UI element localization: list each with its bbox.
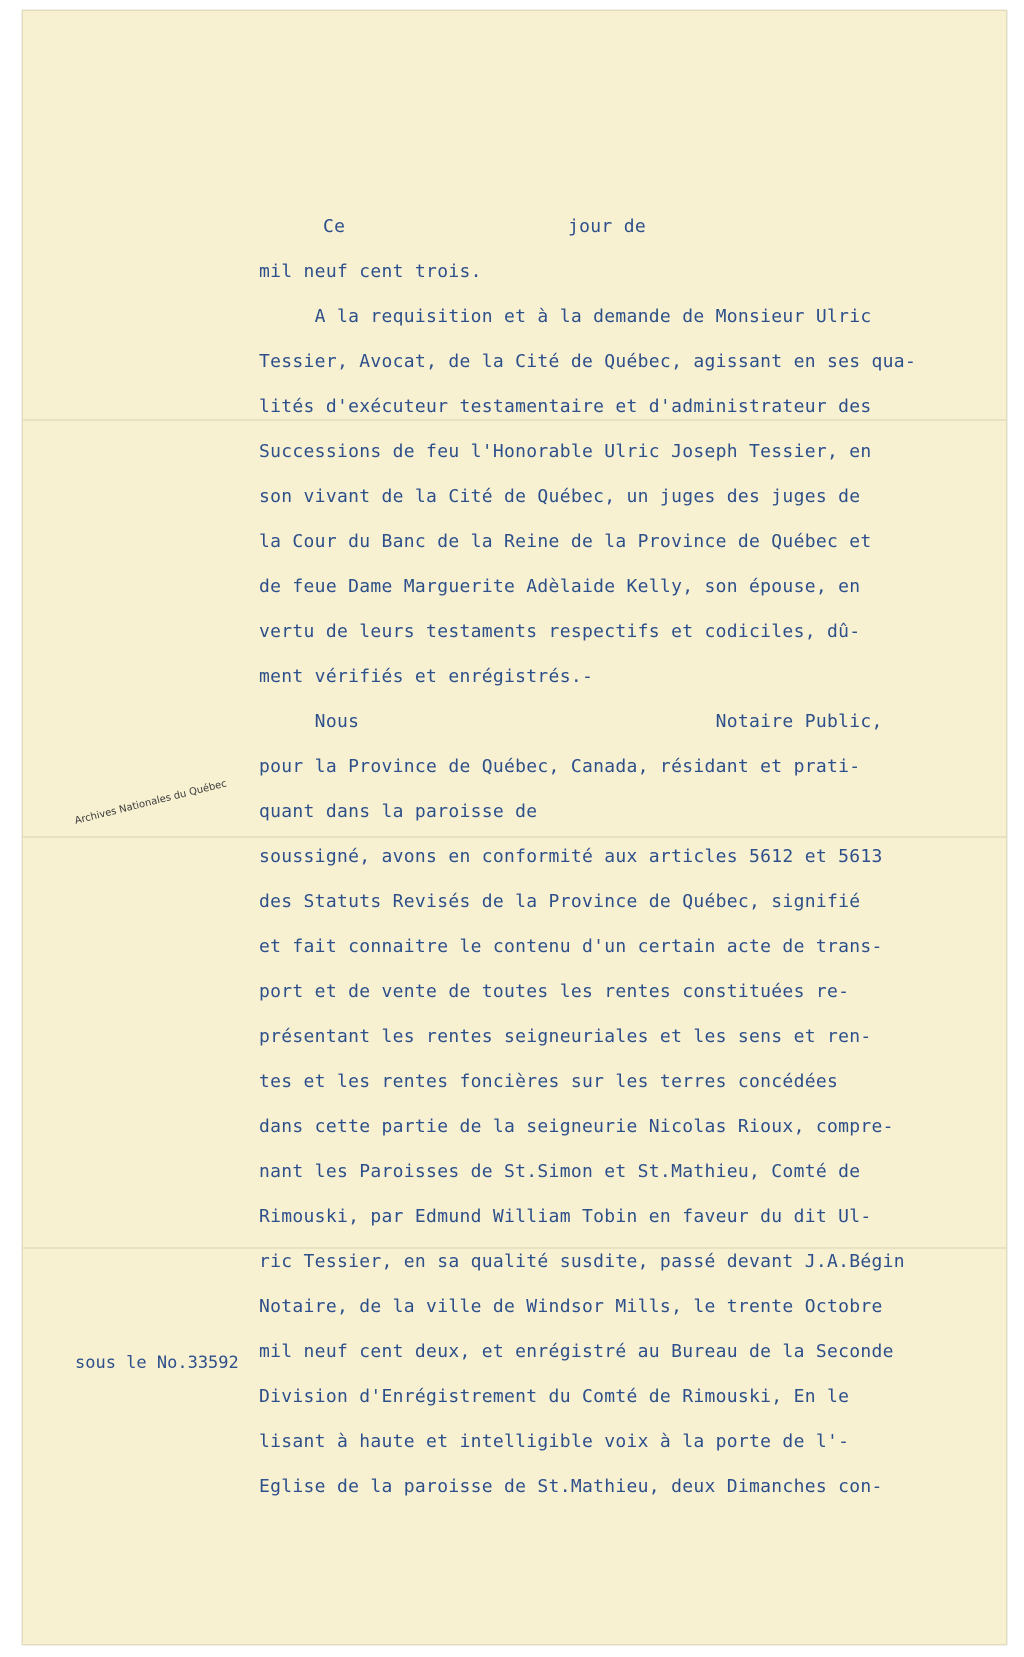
- text-line: de feue Dame Marguerite Adèlaide Kelly, son épouse, en: [259, 576, 861, 597]
- document-page: [22, 10, 1007, 1645]
- text-line: Eglise de la paroisse de St.Mathieu, deux Dimanches con-: [259, 1476, 883, 1497]
- text-line: Tessier, Avocat, de la Cité de Québec, agissant en ses qua-: [259, 351, 917, 372]
- text-line: ment vérifiés et enrégistrés.-: [259, 666, 594, 687]
- text-line: des Statuts Revisés de la Province de Québec, signifié: [259, 891, 861, 912]
- page-fold: [23, 1247, 1006, 1249]
- text-line: mil neuf cent deux, et enrégistré au Bureau de la Seconde: [259, 1341, 894, 1362]
- text-line: vertu de leurs testaments respectifs et codiciles, dû-: [259, 621, 861, 642]
- page-fold: [23, 419, 1006, 421]
- margin-note: sous le No.33592: [75, 1353, 239, 1373]
- text-line: soussigné, avons en conformité aux articles 5612 et 5613: [259, 846, 883, 867]
- text-line: port et de vente de toutes les rentes constituées re-: [259, 981, 850, 1002]
- text-line: Division d'Enrégistrement du Comté de Rimouski, En le: [259, 1386, 850, 1407]
- text-line: lisant à haute et intelligible voix à la porte de l'-: [259, 1431, 850, 1452]
- text-line: présentant les rentes seigneuriales et les sens et ren-: [259, 1026, 872, 1047]
- text-line: lités d'exécuteur testamentaire et d'administrateur des: [259, 396, 872, 417]
- text-line: quant dans la paroisse de: [259, 801, 538, 822]
- text-line: Successions de feu l'Honorable Ulric Joseph Tessier, en: [259, 441, 872, 462]
- text-line: ric Tessier, en sa qualité susdite, passé devant J.A.Bégin: [259, 1251, 905, 1272]
- text-line: tes et les rentes foncières sur les terres concédées: [259, 1071, 839, 1092]
- text-line: dans cette partie de la seigneurie Nicolas Rioux, compre-: [259, 1116, 894, 1137]
- archive-stamp: Archives Nationales du Québec: [73, 778, 228, 827]
- text-line: et fait connaitre le contenu d'un certain acte de trans-: [259, 936, 883, 957]
- text-line: A la requisition et à la demande de Monsieur Ulric: [259, 306, 872, 327]
- text-line: son vivant de la Cité de Québec, un juges des juges de: [259, 486, 861, 507]
- text-line: nant les Paroisses de St.Simon et St.Mathieu, Comté de: [259, 1161, 861, 1182]
- text-line: la Cour du Banc de la Reine de la Province de Québec et: [259, 531, 872, 552]
- text-line: Notaire, de la ville de Windsor Mills, le trente Octobre: [259, 1296, 883, 1317]
- text-line: mil neuf cent trois.: [259, 261, 482, 282]
- text-line: Nous Notaire Public,: [259, 711, 883, 732]
- page-fold: [23, 836, 1006, 838]
- text-line: pour la Province de Québec, Canada, résidant et prati-: [259, 756, 861, 777]
- text-line: Rimouski, par Edmund William Tobin en faveur du dit Ul-: [259, 1206, 872, 1227]
- text-line: Ce jour de: [323, 216, 646, 237]
